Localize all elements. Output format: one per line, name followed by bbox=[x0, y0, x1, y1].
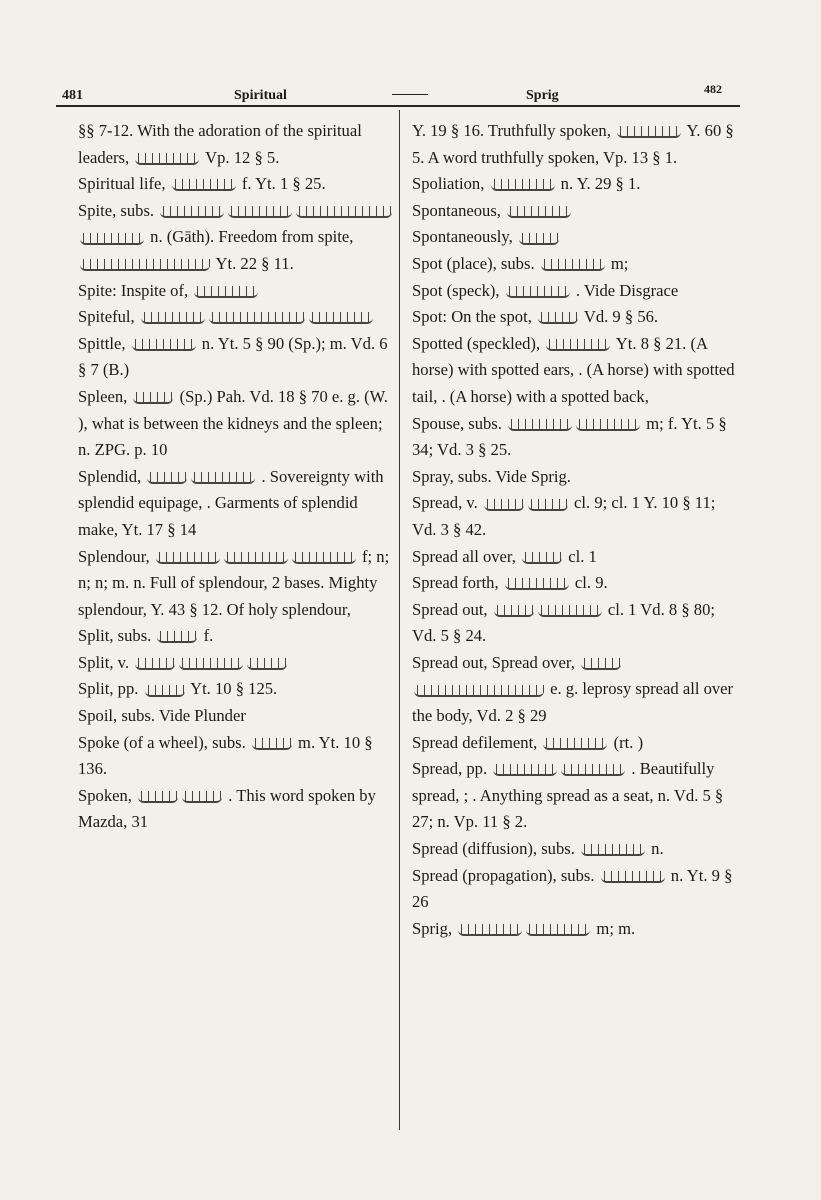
entry-text: Splendour, bbox=[78, 546, 154, 566]
entry-text: Y. 19 § 16. Truthfully spoken, bbox=[412, 121, 615, 140]
dictionary-entry bbox=[412, 251, 740, 278]
entry-reference: f. Yt. 1 § 25. bbox=[237, 174, 326, 194]
dictionary-entry bbox=[78, 623, 396, 650]
avestan-script-word bbox=[519, 233, 559, 245]
dictionary-entry bbox=[412, 570, 740, 597]
entry-reference: cl. 9; cl. 1 Y. 10 § 11; Vd. 3 § 42. bbox=[412, 493, 716, 539]
entry-reference: m. Yt. 10 § 136. bbox=[78, 732, 373, 779]
dictionary-entry bbox=[412, 836, 740, 863]
avestan-script-word bbox=[414, 685, 544, 697]
entry-text: Spread (diffusion), subs. bbox=[412, 839, 579, 859]
entry-reference: Vp. 12 § 5. bbox=[201, 147, 280, 167]
entry-text: Splendid, bbox=[78, 466, 146, 486]
dictionary-entry bbox=[412, 863, 740, 916]
avestan-script-word bbox=[505, 578, 569, 590]
dictionary-entry bbox=[412, 597, 740, 650]
dictionary-entry bbox=[412, 490, 740, 543]
avestan-script-word bbox=[538, 605, 602, 617]
entry-reference: . Beautifully spread, ; . Anything spread as a seat, n. Vd. 5 § 27; n. Vp. 11 § 2. bbox=[412, 759, 724, 832]
entry-reference: n. Yt. 9 § 26 bbox=[412, 865, 733, 912]
entry-text: §§ 7-12. With the adoration of the spiritual leaders, bbox=[78, 121, 362, 167]
entry-reference: . Sovereignty with splendid equipage, . Garments of splendid make, Yt. 17 § 14 bbox=[78, 466, 384, 539]
dictionary-entry bbox=[412, 916, 740, 943]
avestan-script-word bbox=[561, 764, 625, 776]
entry-text: Spotted (speckled), bbox=[412, 333, 545, 353]
dictionary-entry bbox=[412, 756, 740, 836]
dictionary-entry bbox=[78, 304, 396, 331]
avestan-script-word bbox=[147, 472, 187, 484]
entry-text: Spoke (of a wheel), subs. bbox=[78, 732, 250, 752]
avestan-script-word bbox=[458, 924, 522, 936]
entry-reference: cl. 9. bbox=[570, 573, 608, 593]
dictionary-entry bbox=[412, 171, 740, 198]
entry-text: Spread (propagation), subs. bbox=[412, 865, 599, 885]
entry-text: Spiteful, bbox=[78, 307, 139, 327]
avestan-script-word bbox=[309, 312, 373, 324]
entry-text: Spleen, bbox=[78, 386, 132, 406]
avestan-script-word bbox=[526, 924, 590, 936]
entry-text: Spread out, bbox=[412, 599, 492, 619]
entry-reference: Y. 60 § 5. A word truthfully spoken, Vp. 13 § 1. bbox=[412, 121, 734, 167]
entry-reference: . This word spoken by Mazda, 31 bbox=[78, 785, 376, 832]
avestan-script-word bbox=[252, 738, 292, 750]
avestan-script-word bbox=[546, 339, 610, 351]
avestan-script-word bbox=[224, 552, 288, 564]
entry-text: Split, pp. bbox=[78, 679, 143, 699]
avestan-script-word bbox=[209, 312, 305, 324]
entry-reference: Vd. 9 § 56. bbox=[580, 307, 659, 327]
avestan-script-word bbox=[135, 153, 199, 165]
dictionary-entry bbox=[78, 544, 396, 624]
entry-text: Spread forth, bbox=[412, 573, 503, 593]
avestan-script-word bbox=[292, 552, 356, 564]
entry-text: Spouse, subs. bbox=[412, 413, 507, 433]
dictionary-entry bbox=[78, 278, 396, 305]
dictionary-entry bbox=[412, 464, 740, 491]
avestan-script-word bbox=[133, 392, 173, 404]
avestan-script-word bbox=[156, 552, 220, 564]
dictionary-entry bbox=[78, 171, 396, 198]
entry-reference: f. bbox=[199, 626, 214, 646]
avestan-script-word bbox=[506, 286, 570, 298]
dictionary-entry bbox=[412, 224, 740, 251]
column-divider bbox=[399, 110, 400, 1130]
dictionary-entry bbox=[412, 650, 740, 730]
entry-reference: (rt. ) bbox=[609, 732, 644, 752]
avestan-script-word bbox=[132, 339, 196, 351]
dictionary-entry bbox=[412, 730, 740, 757]
avestan-script-word bbox=[179, 658, 243, 670]
avestan-script-word bbox=[247, 658, 287, 670]
entry-text: Spread all over, bbox=[412, 546, 521, 566]
avestan-script-word bbox=[296, 206, 392, 218]
entry-text: Spontaneously, bbox=[412, 227, 517, 247]
avestan-script-word bbox=[160, 206, 224, 218]
avestan-script-word bbox=[135, 658, 175, 670]
dictionary-entry bbox=[412, 331, 740, 411]
avestan-script-word bbox=[80, 233, 144, 245]
entry-text: Spot (place), subs. bbox=[412, 253, 539, 273]
entry-reference: Yt. 10 § 125. bbox=[186, 679, 278, 699]
entry-text: Spiritual life, bbox=[78, 174, 170, 194]
entry-text: Spread out, Spread over, bbox=[412, 652, 580, 672]
dictionary-entry bbox=[78, 198, 396, 251]
entry-reference: m; f. Yt. 5 § 34; Vd. 3 § 25. bbox=[412, 413, 727, 460]
avestan-script-word bbox=[80, 259, 210, 271]
avestan-script-word bbox=[138, 791, 178, 803]
avestan-script-word bbox=[191, 472, 255, 484]
entry-reference: n. (Gāth). Freedom from spite, bbox=[146, 227, 354, 247]
right-column bbox=[412, 118, 740, 942]
entry-text: Spray, subs. Vide Sprig. bbox=[412, 466, 571, 486]
avestan-script-word bbox=[617, 126, 681, 138]
avestan-script-word bbox=[182, 791, 222, 803]
entry-text: Spot: On the spot, bbox=[412, 307, 536, 327]
entry-text: Spoken, bbox=[78, 785, 137, 805]
avestan-script-word bbox=[601, 871, 665, 883]
dictionary-entry bbox=[78, 118, 396, 171]
left-column bbox=[78, 118, 396, 836]
dictionary-entry bbox=[412, 411, 740, 464]
header-title-left: Spiritual bbox=[234, 88, 287, 103]
entry-text: Split, subs. bbox=[78, 626, 156, 646]
entry-text: Spread defilement, bbox=[412, 732, 542, 752]
page-number-right: 482 bbox=[704, 82, 722, 96]
avestan-script-word bbox=[228, 206, 292, 218]
dictionary-entry bbox=[412, 118, 740, 171]
dictionary-entry bbox=[78, 331, 396, 384]
dictionary-entry bbox=[78, 676, 396, 703]
entry-reference: m; bbox=[606, 253, 629, 273]
entry-text: Spread, v. bbox=[412, 493, 482, 513]
entry-text: Split, v. bbox=[78, 652, 134, 672]
avestan-script-word bbox=[145, 685, 185, 697]
dictionary-entry bbox=[78, 384, 396, 464]
avestan-script-word bbox=[157, 631, 197, 643]
entry-reference: n. bbox=[647, 839, 664, 859]
dictionary-entry bbox=[78, 251, 396, 278]
avestan-script-word bbox=[528, 499, 568, 511]
entry-text: Spoil, subs. Vide Plunder bbox=[78, 706, 246, 726]
avestan-script-word bbox=[493, 764, 557, 776]
avestan-script-word bbox=[541, 259, 605, 271]
page-number-left: 481 bbox=[62, 88, 83, 103]
dictionary-entry bbox=[412, 198, 740, 225]
avestan-script-word bbox=[141, 312, 205, 324]
dictionary-entry bbox=[412, 304, 740, 331]
entry-text: Spoliation, bbox=[412, 174, 489, 194]
entry-reference: (Sp.) Pah. Vd. 18 § 70 e. g. (W. ), what is between the kidneys and the spleen; n. ZPG. p. 10 bbox=[78, 386, 388, 460]
entry-text: Spot (speck), bbox=[412, 280, 504, 300]
dictionary-entry bbox=[412, 544, 740, 571]
avestan-script-word bbox=[491, 179, 555, 191]
header-title-right: Sprig bbox=[526, 88, 559, 103]
entry-text: Sprig, bbox=[412, 918, 457, 938]
avestan-script-word bbox=[194, 286, 258, 298]
header-dash bbox=[392, 94, 428, 95]
entry-reference: cl. 1 bbox=[564, 546, 597, 566]
dictionary-entry bbox=[78, 703, 396, 730]
entry-reference: Yt. 8 § 21. (A horse) with spotted ears, . (A horse) with spotted tail, . (A horse) with a spotted back, bbox=[412, 333, 735, 406]
entry-text: Spite: Inspite of, bbox=[78, 280, 193, 300]
dictionary-entry bbox=[78, 464, 396, 544]
avestan-script-word bbox=[522, 552, 562, 564]
entry-reference: n. Yt. 5 § 90 (Sp.); m. Vd. 6 § 7 (B.) bbox=[78, 333, 388, 380]
entry-reference: f; n; n; n; m. n. Full of splendour, 2 bases. Mighty splendour, Y. 43 § 12. Of holy splendour, bbox=[78, 546, 390, 619]
dictionary-entry bbox=[78, 650, 396, 677]
entry-text: Spittle, bbox=[78, 333, 130, 353]
avestan-script-word bbox=[507, 206, 571, 218]
entry-reference: Yt. 22 § 11. bbox=[212, 253, 294, 273]
entry-reference: cl. 1 Vd. 8 § 80; Vd. 5 § 24. bbox=[412, 599, 715, 646]
avestan-script-word bbox=[581, 844, 645, 856]
avestan-script-word bbox=[543, 738, 607, 750]
avestan-script-word bbox=[494, 605, 534, 617]
avestan-script-word bbox=[508, 419, 572, 431]
avestan-script-word bbox=[538, 312, 578, 324]
entry-text: Spontaneous, bbox=[412, 200, 506, 220]
avestan-script-word bbox=[581, 658, 621, 670]
entry-reference: e. g. leprosy spread all over the body, Vd. 2 § 29 bbox=[412, 679, 734, 726]
entry-reference: m; m. bbox=[592, 918, 636, 938]
running-header bbox=[56, 80, 740, 106]
entry-text: Spite, subs. bbox=[78, 200, 159, 220]
entry-text: Spread, pp. bbox=[412, 759, 492, 779]
entry-reference: . Vide Disgrace bbox=[571, 280, 679, 300]
dictionary-entry bbox=[78, 730, 396, 783]
entry-reference: n. Y. 29 § 1. bbox=[556, 174, 641, 194]
avestan-script-word bbox=[172, 179, 236, 191]
avestan-script-word bbox=[576, 419, 640, 431]
header-rule bbox=[56, 105, 740, 107]
dictionary-entry bbox=[412, 278, 740, 305]
dictionary-entry bbox=[78, 783, 396, 836]
avestan-script-word bbox=[484, 499, 524, 511]
